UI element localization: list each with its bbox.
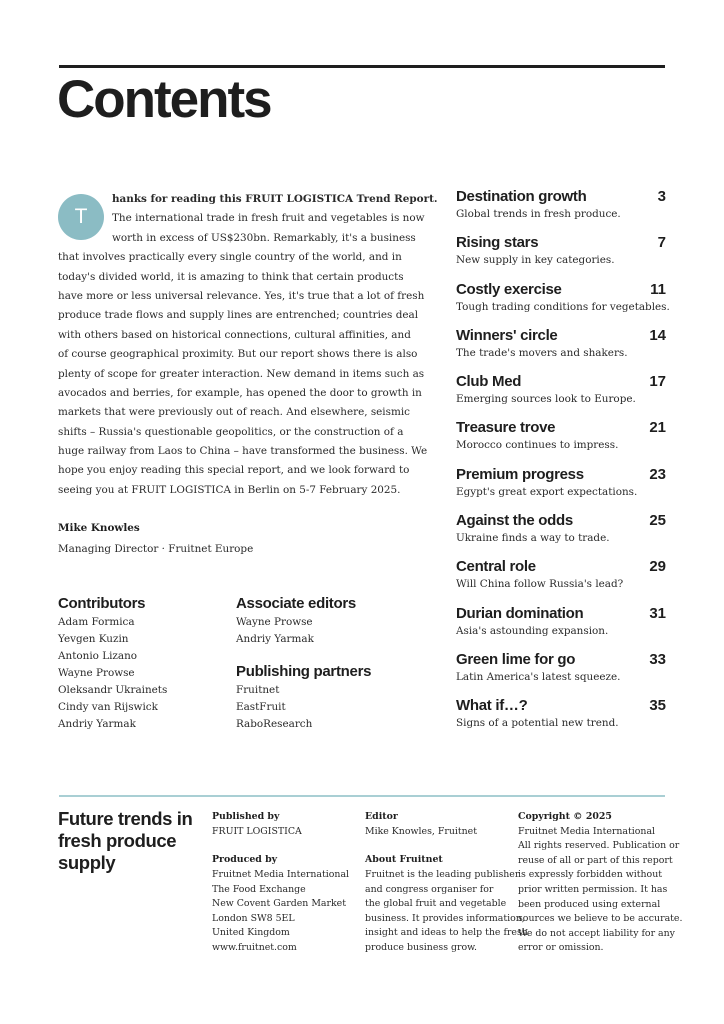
intro-line: avocados and berries, for example, has opened the door to growth in [58, 386, 422, 399]
toc-item[interactable] [456, 466, 666, 512]
toc-subtitle: Will China follow Russia's lead? [456, 578, 624, 591]
published-by-heading: Published by [212, 811, 280, 822]
produced-by-line: United Kingdom [212, 927, 290, 939]
toc-title: Rising stars [456, 234, 539, 252]
produced-by-heading: Produced by [212, 854, 278, 866]
copyright-line: error or omission. [518, 942, 604, 954]
about-line: the global fruit and vegetable [365, 898, 507, 910]
intro-line: hanks for reading this FRUIT LOGISTICA Trend Report. [112, 193, 438, 205]
contributors-heading: Contributors [58, 595, 146, 612]
footer-column-copyright [518, 810, 682, 956]
toc-page-number: 25 [649, 512, 666, 530]
toc-subtitle: Asia's astounding expansion. [456, 624, 609, 637]
toc-subtitle: Tough trading conditions for vegetables. [456, 300, 670, 313]
toc-title: Winners' circle [456, 326, 558, 344]
toc-item[interactable] [456, 327, 666, 373]
copyright-line: sources we believe to be accurate. [518, 913, 683, 925]
publishing-partner-name: EastFruit [236, 701, 286, 713]
footer-column-editor [365, 810, 528, 956]
contributor-name: Andriy Yarmak [58, 718, 136, 730]
table-of-contents [456, 188, 670, 744]
produced-by-line: New Covent Garden Market [212, 898, 346, 910]
copyright-line: prior written permission. It has [518, 883, 668, 895]
toc-item[interactable] [456, 558, 666, 604]
copyright-line: is expressly forbidden without [518, 869, 662, 881]
copyright-line: We do not accept liability for any [518, 927, 675, 939]
intro-line: of course geographical proximity. But our report shows there is also [58, 348, 418, 361]
copyright-line: been produced using external [518, 898, 661, 910]
editor-heading: Editor [365, 811, 398, 822]
toc-page-number: 31 [649, 604, 666, 622]
publishing-partner-name: Fruitnet [236, 684, 280, 696]
intro-text [58, 190, 438, 500]
toc-title: Premium progress [456, 465, 584, 483]
signer-role: Managing Director · Fruitnet Europe [58, 543, 254, 555]
intro-line: have more or less universal relevance. Yes, it's true that a lot of fresh [58, 289, 425, 302]
toc-title: Costly exercise [456, 280, 562, 298]
toc-subtitle: Latin America's latest squeeze. [456, 670, 621, 683]
copyright-heading: Copyright © 2025 [518, 811, 612, 822]
about-line: insight and ideas to help the fresh [365, 927, 528, 939]
copyright-line: Fruitnet Media International [518, 825, 656, 837]
toc-item[interactable] [456, 605, 666, 651]
toc-page-number: 11 [650, 280, 666, 298]
publishing-partner-name: RaboResearch [236, 718, 313, 730]
dropcap: T [58, 194, 104, 240]
toc-item[interactable] [456, 280, 670, 327]
toc-title: Durian domination [456, 604, 584, 622]
about-line: produce business grow. [365, 941, 477, 953]
toc-subtitle: Emerging sources look to Europe. [456, 393, 636, 406]
toc-item[interactable] [456, 373, 666, 419]
publishing-partners-heading: Publishing partners [236, 663, 372, 680]
intro-line: The international trade in fresh fruit and vegetables is now [112, 212, 425, 225]
spacer [212, 839, 349, 853]
about-heading: About Fruitnet [365, 854, 443, 866]
toc-title: Club Med [456, 373, 522, 391]
footer-column-publisher [212, 810, 349, 956]
toc-subtitle: Signs of a potential new trend. [456, 717, 619, 730]
toc-title: Against the odds [456, 512, 573, 530]
toc-page-number: 14 [649, 326, 666, 344]
associate-editor-name: Andriy Yarmak [236, 633, 314, 645]
toc-subtitle: New supply in key categories. [456, 254, 615, 267]
contributor-name: Adam Formica [58, 616, 135, 628]
produced-by-line: London SW8 5EL [212, 912, 295, 924]
toc-item[interactable] [456, 234, 666, 280]
contributor-name: Yevgen Kuzin [58, 633, 129, 645]
toc-subtitle: Ukraine finds a way to trade. [456, 532, 610, 545]
intro-line: produce trade flows and supply lines are entrenched; countries deal [58, 309, 419, 322]
associate-editor-name: Wayne Prowse [236, 616, 313, 628]
toc-page-number: 7 [657, 234, 666, 252]
contributor-name: Antonio Lizano [58, 650, 138, 662]
about-line: business. It provides information, [365, 912, 525, 924]
toc-page-number: 35 [649, 697, 666, 715]
intro-line: markets that were previously out of reach. And elsewhere, seismic [58, 406, 410, 419]
toc-item[interactable] [456, 188, 666, 234]
contributors-list [58, 614, 167, 733]
published-by-line: FRUIT LOGISTICA [212, 825, 302, 837]
footer-title: Future trends in fresh produce supply [58, 808, 193, 873]
spacer [365, 839, 528, 853]
copyright-line: All rights reserved. Publication or [518, 840, 680, 852]
toc-title: What if…? [456, 697, 528, 715]
toc-page-number: 29 [649, 558, 666, 576]
associate-editors-heading: Associate editors [236, 595, 356, 612]
toc-title: Central role [456, 558, 536, 576]
toc-item[interactable] [456, 419, 666, 465]
toc-title: Treasure trove [456, 419, 556, 437]
signer-name: Mike Knowles [58, 522, 140, 534]
intro-line: worth in excess of US$230bn. Remarkably, it's a business [112, 231, 416, 244]
toc-title: Green lime for go [456, 650, 576, 668]
copyright-line: reuse of all or part of this report [518, 854, 673, 866]
publishing-partners-list [236, 682, 312, 733]
toc-page-number: 3 [657, 188, 666, 205]
toc-page-number: 21 [649, 419, 666, 437]
intro-line: with others based on historical connections, cultural affinities, and [58, 328, 411, 341]
intro-line: that involves practically every single country of the world, and in [58, 251, 402, 264]
footer-rule [59, 795, 665, 797]
page-title: Contents [57, 70, 271, 129]
editor-line: Mike Knowles, Fruitnet [365, 825, 477, 837]
contributor-name: Cindy van Rijswick [58, 701, 158, 713]
intro-line: hope you enjoy reading this special report, and we look forward to [58, 464, 410, 477]
toc-subtitle: The trade's movers and shakers. [456, 346, 628, 359]
toc-subtitle: Egypt's great export expectations. [456, 485, 638, 498]
intro-section [58, 190, 438, 500]
toc-title: Destination growth [456, 188, 587, 205]
about-line: and congress organiser for [365, 883, 494, 895]
produced-by-website[interactable]: www.fruitnet.com [212, 941, 297, 953]
intro-line: plenty of scope for greater interaction. New demand in items such as [58, 367, 425, 380]
contributor-name: Wayne Prowse [58, 667, 135, 679]
toc-subtitle: Morocco continues to impress. [456, 439, 619, 452]
toc-page-number: 33 [649, 650, 666, 668]
toc-item[interactable] [456, 512, 666, 558]
toc-item[interactable] [456, 697, 666, 743]
intro-line: huge railway from Laos to China – have transformed the business. We [58, 445, 428, 458]
associate-editors-list [236, 614, 314, 648]
toc-page-number: 23 [649, 465, 666, 483]
toc-item[interactable] [456, 651, 666, 697]
produced-by-line: The Food Exchange [212, 883, 306, 895]
intro-line: seeing you at FRUIT LOGISTICA in Berlin on 5-7 February 2025. [58, 483, 401, 496]
contributor-name: Oleksandr Ukrainets [58, 684, 168, 696]
produced-by-line: Fruitnet Media International [212, 868, 350, 880]
toc-page-number: 17 [649, 373, 666, 391]
toc-subtitle: Global trends in fresh produce. [456, 208, 621, 220]
intro-line: shifts – Russia's questionable geopolitics, or the construction of a [58, 425, 404, 438]
about-line: Fruitnet is the leading publisher [365, 868, 520, 880]
intro-line: today's divided world, it is amazing to think that certain products [58, 270, 404, 283]
